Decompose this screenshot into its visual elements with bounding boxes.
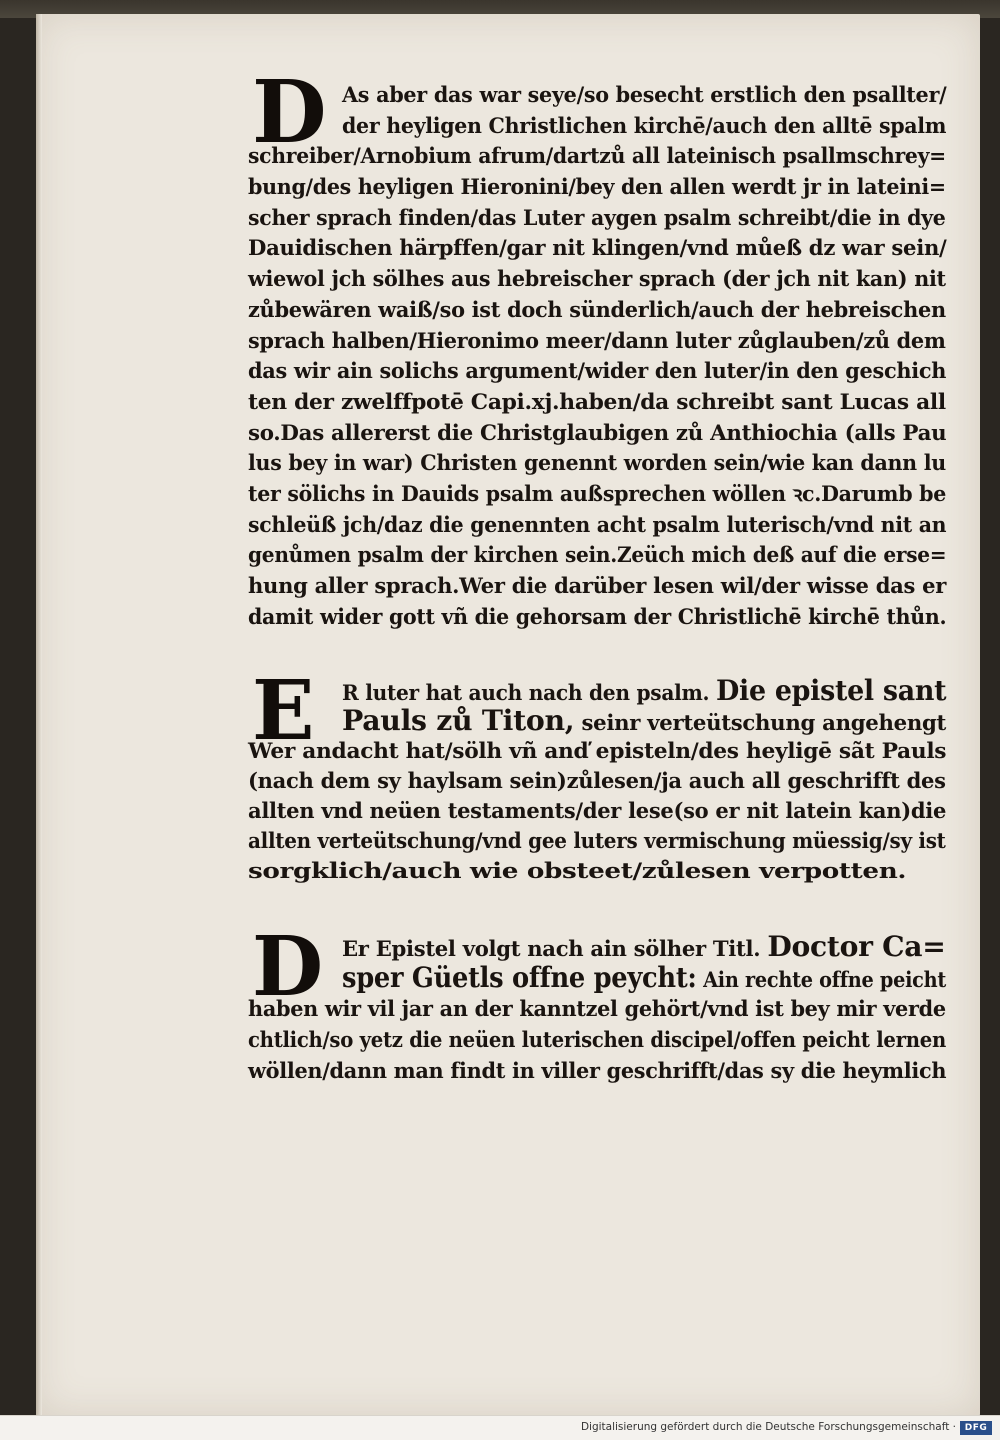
paragraph-2 [248, 676, 946, 886]
paragraph-1 [248, 80, 946, 632]
text-line: so.Das allererst die Christglaubigen zů Anthiochia (alls Pau [248, 419, 947, 445]
text-line: wöllen/dann man findt in viller geschrifft/das sy die heymlich [248, 1058, 947, 1083]
text-line: Wer andacht hat/sölh vñ anď episteln/des heyligē sãt Pauls [248, 738, 947, 763]
drop-cap-initial-2: E [252, 663, 315, 759]
text-line: genůmen psalm der kirchen sein.Zeüch mich deß auf die erse= [248, 542, 947, 568]
text-line: hung aller sprach.Wer die darüber lesen wil/der wisse das er [248, 573, 947, 598]
text-line: sprach halben/Hieronimo meer/dann luter zůglauben/zů dem [248, 327, 946, 353]
text-line: Dauidischen härpffen/gar nit klingen/vnd můeß dz war sein/ [248, 235, 947, 261]
text-line: (nach dem sy haylsam sein)zůlesen/ja auch all geschrifft des [248, 768, 946, 793]
text-line: haben wir vil jar an der kanntzel gehört/vnd ist bey mir verde [248, 996, 946, 1021]
text-line [248, 963, 946, 994]
text-line: As aber das war seye/so besecht erstlich den psallter/ [342, 82, 947, 107]
heading-run: Doctor Ca= [767, 930, 946, 963]
text-line [248, 932, 946, 963]
page-gutter-edge [36, 14, 42, 1416]
text-run: Er Epistel volgt nach ain sölher Titl. [342, 936, 761, 961]
text-line [248, 706, 946, 736]
text-line: der heyligen Christlichen kirchē/auch den alltē spalm [342, 112, 947, 138]
heading-run: Pauls zů Titon, [342, 704, 575, 737]
text-line: scher sprach finden/das Luter aygen psalm schreibt/die in dye [248, 204, 946, 230]
dfg-logo[interactable]: DFG [960, 1421, 992, 1435]
text-line: damit wider gott vñ die gehorsam der Christlichē kirchē thůn. [248, 603, 947, 629]
text-line [248, 676, 946, 706]
text-line: schleüß jch/daz die genennten acht psalm luterisch/vnd nit an [248, 511, 947, 537]
text-line: bung/des heyligen Hieronini/bey den allen werdt jr in lateini= [248, 174, 946, 200]
text-run: seinr verteütschung angehengt [581, 710, 947, 735]
drop-cap-initial-1: D [252, 62, 327, 163]
text-run: R luter hat auch nach den psalm. [342, 680, 710, 705]
heading-run: Die epistel sant [716, 674, 947, 707]
footer-credit: Digitalisierung gefördert durch die Deutsche Forschungsgemeinschaft · [580, 1421, 956, 1433]
text-line: allten vnd neüen testaments/der lese(so er nit latein kan)die [248, 798, 947, 823]
footer-bar [0, 1415, 1000, 1440]
paragraph-3 [248, 932, 946, 1087]
text-line: ten der zwelffpotē Capi.xj.haben/da schreibt sant Lucas all [248, 388, 946, 414]
text-line: wiewol jch sölhes aus hebreischer sprach (der jch nit kan) nit [248, 266, 946, 292]
text-line: das wir ain solichs argument/wider den luter/in den geschich [248, 358, 947, 384]
text-line: ter sölichs in Dauids psalm außsprechen wöllen ꝛc.Darumb be [248, 480, 946, 506]
text-line: lus bey in war) Christen genennt worden sein/wie kan dann lu [248, 450, 946, 476]
text-line: zůbewären waiß/so ist doch sünderlich/auch der hebreischen [248, 296, 946, 322]
heading-run: sper Güetls offne peycht: [342, 961, 697, 994]
drop-cap-initial-3: D [252, 919, 324, 1015]
text-line: sorgklich/auch wie obsteet/zůlesen verpotten. [248, 858, 907, 883]
text-line: schreiber/Arnobium afrum/dartzů all lateinisch psallmschrey= [248, 143, 946, 169]
text-run: Ain rechte offne peicht [703, 967, 946, 992]
text-line: allten verteütschung/vnd gee luters vermischung müessig/sy ist [248, 828, 946, 853]
text-line: chtlich/so yetz die neüen luterischen discipel/offen peicht lernen [248, 1027, 946, 1052]
